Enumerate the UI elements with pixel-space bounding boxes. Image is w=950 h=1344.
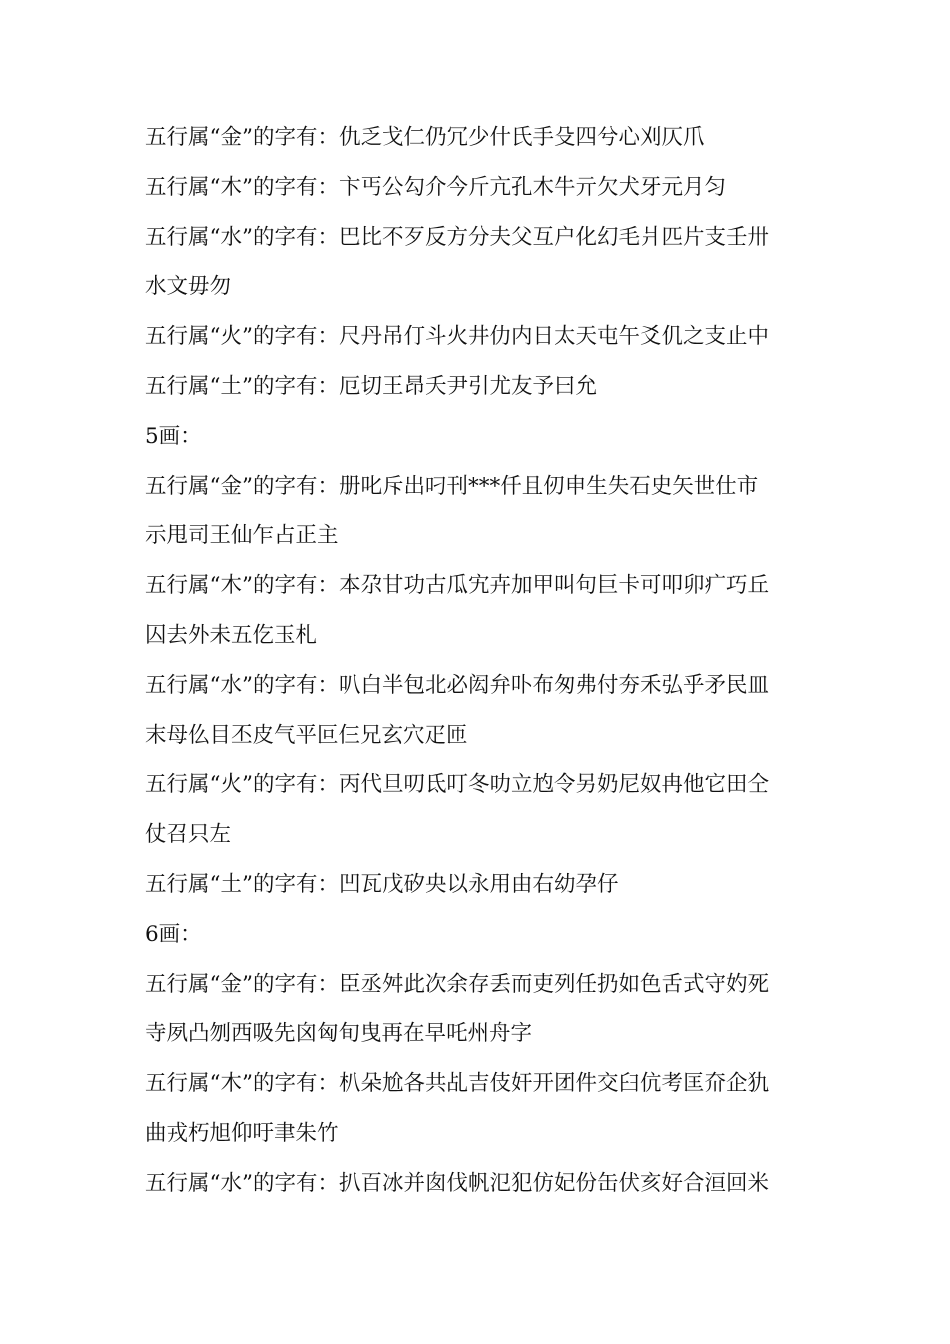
- text-line: 示甩司王仙乍占正主: [145, 523, 339, 549]
- text-line: 囚去外未五仡玉札: [145, 622, 318, 648]
- text-line: 寺夙凸刎西吸先囟匈旬曳再在早吒州舟字: [145, 1021, 533, 1047]
- text-line: 水文毋勿: [145, 274, 232, 300]
- text-line: 五行属“金”的字有：仇乏戈仁仍冗少什氏手殳四兮心刈仄爪: [145, 125, 705, 150]
- text-line: 五行属“水”的字有：扒百冰并囱伐帆氾犯仿妃份缶伏亥好合洹回米: [145, 1170, 769, 1196]
- text-line: 五行属“木”的字有：本尕甘功古瓜宄卉加甲叫句巨卡可叩卯疒巧丘: [145, 573, 769, 599]
- section-heading: 5画：: [145, 423, 202, 449]
- text-line: 五行属“木”的字有：朳朵尬各共乩吉伎奸开团件交臼伉考匡夼企犰: [145, 1071, 769, 1097]
- text-line: 曲戎朽旭仰吁聿朱竹: [145, 1120, 339, 1146]
- document-body: [145, 113, 815, 1209]
- text-line: 五行属“金”的字有：臣丞舛此次余存丢而吏列任扔如色舌式守妁死: [145, 971, 769, 997]
- text-line: 五行属“土”的字有：凹瓦戊矽央以永用由右幼孕仔: [145, 871, 619, 897]
- text-line: 五行属“水”的字有：叭白半包北必闳弁卟布匆弗付夯禾弘乎矛民皿: [145, 672, 769, 698]
- text-line: 仗召只左: [145, 822, 232, 848]
- text-line: 末母仫目丕皮气平叵仨兄玄穴疋匝: [145, 722, 468, 748]
- text-line: 五行属“木”的字有：卞丐公勾介今斤亢孔木牛亓欠犬牙元月匀: [145, 174, 726, 200]
- text-line: 五行属“土”的字有：厄切王昂夭尹引尤友予曰允: [145, 373, 597, 399]
- text-line: 五行属“火”的字有：尺丹吊仃斗火井仂内日太天屯午爻仉之支止中: [145, 324, 769, 350]
- text-line: 五行属“火”的字有：丙代旦叨氐叮冬叻立尥令另奶尼奴冉他它田仝: [145, 772, 769, 798]
- text-line: 五行属“金”的字有：册叱斥出叼刊***仟且仞申生失石史矢世仕市: [145, 473, 759, 499]
- text-line: 五行属“水”的字有：巴比不歹反方分夫父互户化幻毛爿匹片支壬卅: [145, 224, 769, 250]
- section-heading: 6画：: [145, 921, 202, 947]
